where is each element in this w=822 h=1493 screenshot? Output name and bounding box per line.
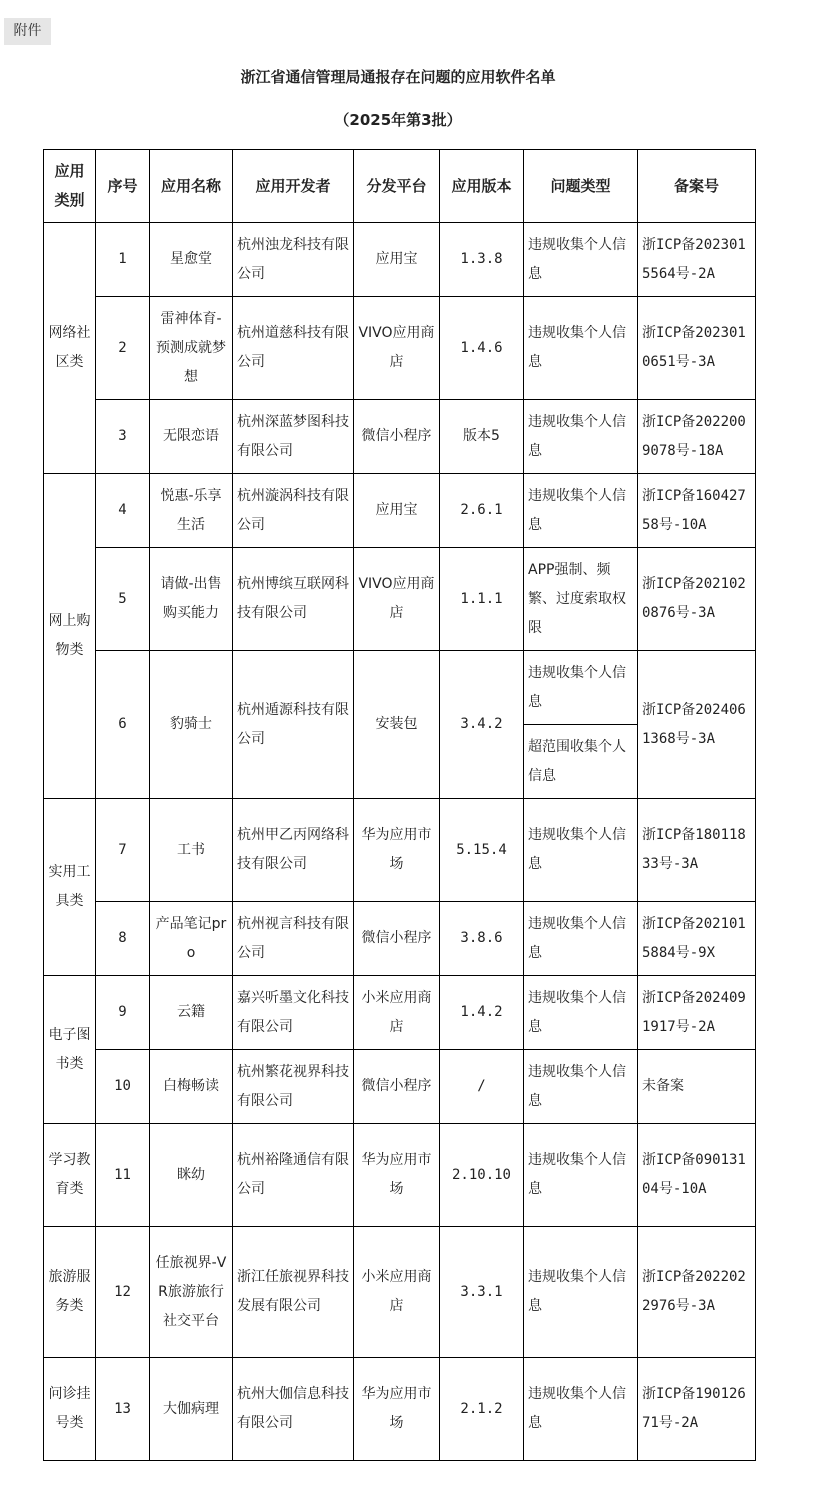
cell-icp: 未备案 — [638, 1050, 756, 1124]
table-row — [44, 651, 756, 725]
cell-platform: VIVO应用商店 — [354, 297, 440, 400]
table-row — [44, 1050, 756, 1124]
cell-icp: 浙ICP备2021015884号-9X — [638, 902, 756, 976]
table-row — [44, 1358, 756, 1461]
cell-version: 3.8.6 — [440, 902, 524, 976]
cell-issue-secondary: 超范围收集个人信息 — [524, 725, 638, 799]
cell-app-name: 无限恋语 — [150, 400, 233, 474]
cell-app-name: 雷神体育-预测成就梦想 — [150, 297, 233, 400]
cell-index: 13 — [96, 1358, 150, 1461]
cell-icp: 浙ICP备16042758号-10A — [638, 474, 756, 548]
cell-platform: 华为应用市场 — [354, 1124, 440, 1227]
table-row — [44, 976, 756, 1050]
cell-platform: 华为应用市场 — [354, 1358, 440, 1461]
cell-version: 版本5 — [440, 400, 524, 474]
cell-developer: 杭州博缤互联网科技有限公司 — [233, 548, 354, 651]
cell-icp: 浙ICP备09013104号-10A — [638, 1124, 756, 1227]
cell-icp: 浙ICP备18011833号-3A — [638, 799, 756, 902]
cell-developer: 杭州繁花视界科技有限公司 — [233, 1050, 354, 1124]
cell-icp: 浙ICP备2023015564号-2A — [638, 223, 756, 297]
cell-index: 4 — [96, 474, 150, 548]
cell-issue: 违规收集个人信息 — [524, 297, 638, 400]
category-cell-travel: 旅游服务类 — [44, 1227, 96, 1358]
cell-app-name: 悦惠-乐享生活 — [150, 474, 233, 548]
cell-index: 11 — [96, 1124, 150, 1227]
cell-issue: 违规收集个人信息 — [524, 976, 638, 1050]
table-row — [44, 1227, 756, 1358]
cell-platform: 微信小程序 — [354, 400, 440, 474]
cell-developer: 嘉兴听墨文化科技有限公司 — [233, 976, 354, 1050]
cell-app-name: 白梅畅读 — [150, 1050, 233, 1124]
cell-version: 5.15.4 — [440, 799, 524, 902]
cell-developer: 杭州浊龙科技有限公司 — [233, 223, 354, 297]
cell-issue: 违规收集个人信息 — [524, 1227, 638, 1358]
cell-index: 2 — [96, 297, 150, 400]
cell-issue: APP强制、频繁、过度索取权限 — [524, 548, 638, 651]
header-index: 序号 — [96, 150, 150, 223]
header-category: 应用类别 — [44, 150, 96, 223]
cell-index: 3 — [96, 400, 150, 474]
cell-issue: 违规收集个人信息 — [524, 1050, 638, 1124]
table-row — [44, 1124, 756, 1227]
cell-version: 1.4.2 — [440, 976, 524, 1050]
cell-developer: 杭州大伽信息科技有限公司 — [233, 1358, 354, 1461]
cell-issue: 违规收集个人信息 — [524, 223, 638, 297]
table-row — [44, 474, 756, 548]
cell-issue: 违规收集个人信息 — [524, 474, 638, 548]
cell-developer: 杭州道慈科技有限公司 — [233, 297, 354, 400]
cell-version: 1.3.8 — [440, 223, 524, 297]
cell-icp: 浙ICP备2023010651号-3A — [638, 297, 756, 400]
cell-icp: 浙ICP备2022009078号-18A — [638, 400, 756, 474]
cell-version: / — [440, 1050, 524, 1124]
cell-version: 3.4.2 — [440, 651, 524, 799]
cell-version: 2.10.10 — [440, 1124, 524, 1227]
cell-platform: 应用宝 — [354, 223, 440, 297]
cell-issue: 违规收集个人信息 — [524, 1124, 638, 1227]
cell-developer: 杭州甲乙丙网络科技有限公司 — [233, 799, 354, 902]
cell-app-name: 眯幼 — [150, 1124, 233, 1227]
cell-version: 1.4.6 — [440, 297, 524, 400]
cell-app-name: 云籍 — [150, 976, 233, 1050]
category-cell-shopping: 网上购物类 — [44, 474, 96, 799]
cell-index: 5 — [96, 548, 150, 651]
cell-index: 10 — [96, 1050, 150, 1124]
table-header-row — [44, 150, 756, 223]
cell-app-name: 任旅视界-VR旅游旅行社交平台 — [150, 1227, 233, 1358]
table-row — [44, 297, 756, 400]
category-cell-ebook: 电子图书类 — [44, 976, 96, 1124]
table-row — [44, 902, 756, 976]
table-row — [44, 400, 756, 474]
cell-icp: 浙ICP备2022022976号-3A — [638, 1227, 756, 1358]
document-title: 浙江省通信管理局通报存在问题的应用软件名单 — [240, 68, 556, 86]
cell-developer: 杭州漩涡科技有限公司 — [233, 474, 354, 548]
cell-issue: 违规收集个人信息 — [524, 1358, 638, 1461]
cell-index: 1 — [96, 223, 150, 297]
header-platform: 分发平台 — [354, 150, 440, 223]
cell-app-name: 工书 — [150, 799, 233, 902]
cell-index: 6 — [96, 651, 150, 799]
cell-icp: 浙ICP备2024061368号-3A — [638, 651, 756, 799]
category-cell-education: 学习教育类 — [44, 1124, 96, 1227]
table-row — [44, 548, 756, 651]
table-row — [44, 799, 756, 902]
cell-platform: 微信小程序 — [354, 1050, 440, 1124]
cell-developer: 杭州遁源科技有限公司 — [233, 651, 354, 799]
cell-index: 8 — [96, 902, 150, 976]
cell-icp: 浙ICP备2024091917号-2A — [638, 976, 756, 1050]
cell-issue: 违规收集个人信息 — [524, 799, 638, 902]
attachment-label: 附件 — [4, 18, 51, 45]
cell-platform: 微信小程序 — [354, 902, 440, 976]
header-issue: 问题类型 — [524, 150, 638, 223]
document-subtitle: （2025年第3批） — [334, 111, 462, 129]
cell-platform: 安装包 — [354, 651, 440, 799]
cell-developer: 浙江任旅视界科技发展有限公司 — [233, 1227, 354, 1358]
header-app-name: 应用名称 — [150, 150, 233, 223]
cell-issue: 违规收集个人信息 — [524, 651, 638, 725]
header-developer: 应用开发者 — [233, 150, 354, 223]
cell-developer: 杭州裕隆通信有限公司 — [233, 1124, 354, 1227]
cell-platform: 小米应用商店 — [354, 1227, 440, 1358]
cell-index: 9 — [96, 976, 150, 1050]
cell-version: 2.6.1 — [440, 474, 524, 548]
cell-developer: 杭州视言科技有限公司 — [233, 902, 354, 976]
cell-app-name: 星愈堂 — [150, 223, 233, 297]
cell-app-name: 大伽病理 — [150, 1358, 233, 1461]
cell-developer: 杭州深蓝梦图科技有限公司 — [233, 400, 354, 474]
cell-app-name: 请做-出售购买能力 — [150, 548, 233, 651]
cell-issue: 违规收集个人信息 — [524, 902, 638, 976]
cell-platform: 小米应用商店 — [354, 976, 440, 1050]
cell-platform: VIVO应用商店 — [354, 548, 440, 651]
cell-platform: 华为应用市场 — [354, 799, 440, 902]
header-icp: 备案号 — [638, 150, 756, 223]
cell-icp: 浙ICP备2021020876号-3A — [638, 548, 756, 651]
header-version: 应用版本 — [440, 150, 524, 223]
cell-index: 12 — [96, 1227, 150, 1358]
cell-index: 7 — [96, 799, 150, 902]
category-cell-social: 网络社区类 — [44, 223, 96, 474]
cell-app-name: 豹骑士 — [150, 651, 233, 799]
cell-version: 2.1.2 — [440, 1358, 524, 1461]
cell-icp: 浙ICP备19012671号-2A — [638, 1358, 756, 1461]
cell-version: 1.1.1 — [440, 548, 524, 651]
app-list-table — [43, 149, 756, 1461]
category-cell-medical: 问诊挂号类 — [44, 1358, 96, 1461]
category-cell-tools: 实用工具类 — [44, 799, 96, 976]
cell-platform: 应用宝 — [354, 474, 440, 548]
cell-version: 3.3.1 — [440, 1227, 524, 1358]
cell-app-name: 产品笔记pro — [150, 902, 233, 976]
cell-issue: 违规收集个人信息 — [524, 400, 638, 474]
table-row — [44, 223, 756, 297]
